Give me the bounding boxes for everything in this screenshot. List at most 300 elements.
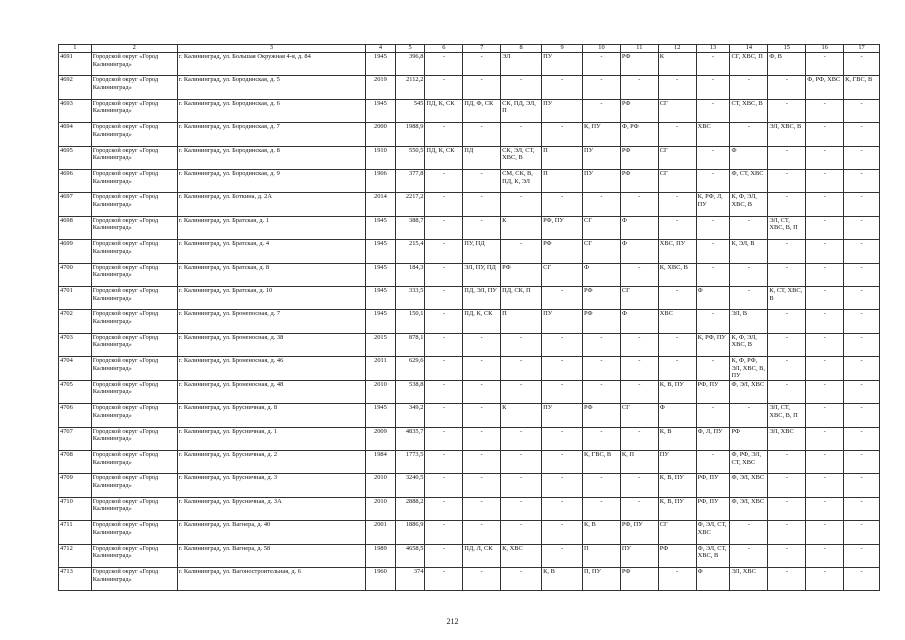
- col-17-cell: -: [844, 216, 880, 239]
- table-row: [59, 427, 880, 450]
- col-15-cell: -: [768, 76, 806, 99]
- col-14-cell: К, Ф, РФ, ЭЛ, ХВС, В, ПУ: [730, 357, 768, 381]
- col-12-cell: -: [658, 286, 696, 309]
- col-9-cell: -: [542, 357, 583, 381]
- col-16-cell: -: [806, 497, 844, 520]
- col-7-cell: -: [463, 380, 501, 403]
- col-16-cell: -: [806, 357, 844, 381]
- col-12-cell: -: [658, 193, 696, 216]
- col-8-cell: -: [501, 427, 542, 450]
- area-cell: 2217,2: [395, 193, 425, 216]
- col-10-cell: СГ: [583, 240, 621, 263]
- col-10-cell: К, В: [583, 521, 621, 544]
- column-header: 2: [91, 45, 177, 53]
- col-17-cell: -: [844, 380, 880, 403]
- table-row: [59, 216, 880, 239]
- col-9-cell: ПУ: [542, 310, 583, 333]
- col-11-cell: РФ, ПУ: [620, 521, 658, 544]
- col-9-cell: П: [542, 146, 583, 169]
- col-15-cell: -: [768, 193, 806, 216]
- col-14-cell: РФ: [730, 427, 768, 450]
- col-17-cell: -: [844, 427, 880, 450]
- col-6-cell: -: [425, 123, 463, 146]
- column-header: 4: [366, 45, 396, 53]
- address-cell: г. Калининград, ул. Бородинская, д. 7: [177, 123, 365, 146]
- col-12-cell: -: [658, 216, 696, 239]
- address-cell: г. Калининград, ул. Бородинская, д. 6: [177, 99, 365, 122]
- col-13-cell: Ф, ЭЛ, СТ, ХВС, В: [696, 544, 730, 567]
- col-13-cell: РФ, ПУ: [696, 497, 730, 520]
- col-14-cell: -: [730, 286, 768, 309]
- col-11-cell: ПУ: [620, 544, 658, 567]
- col-7-cell: -: [463, 404, 501, 427]
- col-13-cell: Ф: [696, 567, 730, 590]
- col-10-cell: -: [583, 193, 621, 216]
- col-12-cell: ХВС: [658, 310, 696, 333]
- col-12-cell: К, В, ПУ: [658, 474, 696, 497]
- build-year-cell: 2010: [366, 497, 396, 520]
- address-cell: г. Калининград, ул. Брусничная, д. 1: [177, 427, 365, 450]
- record-number-cell: 4701: [59, 286, 92, 309]
- col-15-cell: -: [768, 451, 806, 474]
- col-11-cell: Ф: [620, 216, 658, 239]
- column-header: 1: [59, 45, 92, 53]
- address-cell: г. Калининград, ул. Броненосная, д. 46: [177, 357, 365, 381]
- col-16-cell: -: [806, 451, 844, 474]
- col-10-cell: -: [583, 497, 621, 520]
- col-13-cell: РФ, ПУ: [696, 380, 730, 403]
- col-10-cell: Ф: [583, 263, 621, 286]
- col-17-cell: -: [844, 474, 880, 497]
- col-11-cell: Ф: [620, 310, 658, 333]
- col-16-cell: -: [806, 169, 844, 192]
- col-11-cell: -: [620, 427, 658, 450]
- col-9-cell: -: [542, 76, 583, 99]
- record-number-cell: 4693: [59, 99, 92, 122]
- col-6-cell: -: [425, 310, 463, 333]
- municipality-cell: Городской округ «Город Калининград»: [91, 404, 177, 427]
- col-7-cell: -: [463, 216, 501, 239]
- col-6-cell: -: [425, 404, 463, 427]
- table-row: [59, 286, 880, 309]
- col-13-cell: -: [696, 404, 730, 427]
- col-16-cell: -: [806, 263, 844, 286]
- col-8-cell: ПД, СК, П: [501, 286, 542, 309]
- col-14-cell: К, ЭЛ, В: [730, 240, 768, 263]
- column-header: 5: [395, 45, 425, 53]
- record-number-cell: 4704: [59, 357, 92, 381]
- area-cell: 1773,5: [395, 451, 425, 474]
- area-cell: 538,8: [395, 380, 425, 403]
- record-number-cell: 4700: [59, 263, 92, 286]
- col-10-cell: -: [583, 380, 621, 403]
- municipality-cell: Городской округ «Город Калининград»: [91, 521, 177, 544]
- col-10-cell: -: [583, 99, 621, 122]
- col-9-cell: РФ: [542, 240, 583, 263]
- col-12-cell: СГ: [658, 169, 696, 192]
- col-17-cell: -: [844, 497, 880, 520]
- table-row: [59, 240, 880, 263]
- col-15-cell: Ф, В: [768, 53, 806, 76]
- col-13-cell: -: [696, 240, 730, 263]
- table-row: [59, 380, 880, 403]
- col-14-cell: СГ, ХВС, П: [730, 53, 768, 76]
- col-7-cell: ПД, Л, СК: [463, 544, 501, 567]
- col-11-cell: -: [620, 357, 658, 381]
- col-9-cell: -: [542, 474, 583, 497]
- column-header: 10: [583, 45, 621, 53]
- column-header: 17: [844, 45, 880, 53]
- record-number-cell: 4710: [59, 497, 92, 520]
- col-11-cell: РФ: [620, 53, 658, 76]
- col-7-cell: -: [463, 451, 501, 474]
- col-9-cell: -: [542, 451, 583, 474]
- col-17-cell: -: [844, 310, 880, 333]
- col-12-cell: -: [658, 567, 696, 590]
- col-8-cell: -: [501, 451, 542, 474]
- col-14-cell: -: [730, 263, 768, 286]
- col-6-cell: -: [425, 193, 463, 216]
- col-10-cell: К, ГВС, В: [583, 451, 621, 474]
- col-15-cell: -: [768, 99, 806, 122]
- col-15-cell: К, СТ, ХВС, В: [768, 286, 806, 309]
- build-year-cell: 1906: [366, 169, 396, 192]
- col-14-cell: Ф, СТ, ХВС: [730, 169, 768, 192]
- col-6-cell: -: [425, 286, 463, 309]
- col-10-cell: РФ: [583, 286, 621, 309]
- address-cell: г. Калининград, ул. Братская, д. 8: [177, 263, 365, 286]
- col-14-cell: -: [730, 404, 768, 427]
- col-13-cell: -: [696, 169, 730, 192]
- col-7-cell: -: [463, 521, 501, 544]
- record-number-cell: 4691: [59, 53, 92, 76]
- table-row: [59, 404, 880, 427]
- build-year-cell: 2001: [366, 521, 396, 544]
- col-15-cell: -: [768, 357, 806, 381]
- col-15-cell: -: [768, 146, 806, 169]
- table-row: [59, 169, 880, 192]
- address-cell: г. Калининград, ул. Брусничная, д. 3А: [177, 497, 365, 520]
- col-11-cell: СГ: [620, 286, 658, 309]
- col-11-cell: Ф: [620, 240, 658, 263]
- col-11-cell: -: [620, 333, 658, 356]
- area-cell: 4658,5: [395, 544, 425, 567]
- col-10-cell: П: [583, 544, 621, 567]
- col-10-cell: -: [583, 76, 621, 99]
- col-16-cell: -: [806, 310, 844, 333]
- col-16-cell: -: [806, 99, 844, 122]
- col-9-cell: -: [542, 427, 583, 450]
- column-header: 7: [463, 45, 501, 53]
- col-15-cell: -: [768, 263, 806, 286]
- col-14-cell: ЭЛ, В: [730, 310, 768, 333]
- col-13-cell: К, РФ, ПУ: [696, 333, 730, 356]
- col-11-cell: -: [620, 76, 658, 99]
- column-header: 6: [425, 45, 463, 53]
- address-cell: г. Калининград, ул. Броненосная, д. 48: [177, 380, 365, 403]
- col-13-cell: -: [696, 216, 730, 239]
- col-16-cell: -: [806, 544, 844, 567]
- address-cell: г. Калининград, ул. Братская, д. 1: [177, 216, 365, 239]
- table-row: [59, 123, 880, 146]
- municipality-cell: Городской округ «Город Калининград»: [91, 474, 177, 497]
- col-7-cell: ПУ, ПД: [463, 240, 501, 263]
- record-number-cell: 4708: [59, 451, 92, 474]
- column-header: 8: [501, 45, 542, 53]
- col-14-cell: Ф: [730, 146, 768, 169]
- col-7-cell: -: [463, 53, 501, 76]
- col-13-cell: -: [696, 53, 730, 76]
- col-8-cell: К, ХВС: [501, 544, 542, 567]
- col-16-cell: -: [806, 240, 844, 263]
- col-9-cell: -: [542, 521, 583, 544]
- col-10-cell: К, ПУ: [583, 123, 621, 146]
- col-6-cell: -: [425, 451, 463, 474]
- municipality-cell: Городской округ «Город Калининград»: [91, 427, 177, 450]
- col-7-cell: ПД, ЭЛ, ПУ: [463, 286, 501, 309]
- build-year-cell: 1984: [366, 451, 396, 474]
- col-11-cell: -: [620, 380, 658, 403]
- col-9-cell: РФ, ПУ: [542, 216, 583, 239]
- address-cell: г. Калининград, ул. Братская, д. 4: [177, 240, 365, 263]
- col-7-cell: -: [463, 193, 501, 216]
- col-12-cell: СГ: [658, 99, 696, 122]
- col-14-cell: -: [730, 76, 768, 99]
- col-17-cell: -: [844, 521, 880, 544]
- area-cell: 878,1: [395, 333, 425, 356]
- col-10-cell: ПУ: [583, 146, 621, 169]
- column-header: 13: [696, 45, 730, 53]
- build-year-cell: 2010: [366, 474, 396, 497]
- build-year-cell: 1910: [366, 146, 396, 169]
- col-7-cell: -: [463, 333, 501, 356]
- area-cell: 150,1: [395, 310, 425, 333]
- municipality-cell: Городской округ «Город Калининград»: [91, 123, 177, 146]
- record-number-cell: 4692: [59, 76, 92, 99]
- col-12-cell: К, ХВС, В: [658, 263, 696, 286]
- col-9-cell: -: [542, 544, 583, 567]
- col-17-cell: -: [844, 357, 880, 381]
- col-9-cell: -: [542, 497, 583, 520]
- col-14-cell: Ф, ЭЛ, ХВС: [730, 380, 768, 403]
- col-7-cell: ПД, К, СК: [463, 310, 501, 333]
- build-year-cell: 1945: [366, 263, 396, 286]
- col-16-cell: -: [806, 216, 844, 239]
- table-row: [59, 53, 880, 76]
- area-cell: 215,4: [395, 240, 425, 263]
- col-12-cell: СГ: [658, 521, 696, 544]
- area-cell: 545: [395, 99, 425, 122]
- build-year-cell: 2010: [366, 380, 396, 403]
- col-12-cell: -: [658, 123, 696, 146]
- col-6-cell: -: [425, 76, 463, 99]
- col-17-cell: -: [844, 567, 880, 590]
- col-9-cell: ПУ: [542, 99, 583, 122]
- col-13-cell: ХВС: [696, 123, 730, 146]
- col-9-cell: -: [542, 193, 583, 216]
- col-17-cell: -: [844, 240, 880, 263]
- area-cell: 377,8: [395, 169, 425, 192]
- col-8-cell: -: [501, 567, 542, 590]
- col-8-cell: -: [501, 123, 542, 146]
- col-17-cell: -: [844, 404, 880, 427]
- municipality-cell: Городской округ «Город Калининград»: [91, 567, 177, 590]
- col-7-cell: -: [463, 474, 501, 497]
- col-6-cell: -: [425, 53, 463, 76]
- build-year-cell: 1960: [366, 567, 396, 590]
- col-16-cell: -: [806, 333, 844, 356]
- col-14-cell: Ф, ЭЛ, ХВС: [730, 497, 768, 520]
- col-9-cell: -: [542, 333, 583, 356]
- col-10-cell: -: [583, 357, 621, 381]
- col-14-cell: Ф, РФ, ЭЛ, СТ, ХВС: [730, 451, 768, 474]
- column-header: 9: [542, 45, 583, 53]
- col-11-cell: РФ: [620, 146, 658, 169]
- col-12-cell: РФ: [658, 544, 696, 567]
- col-13-cell: -: [696, 146, 730, 169]
- column-header: 16: [806, 45, 844, 53]
- address-cell: г. Калининград, ул. Брусничная, д. 2: [177, 451, 365, 474]
- col-15-cell: ЭЛ, СТ, ХВС, В, П: [768, 216, 806, 239]
- table-row: [59, 76, 880, 99]
- col-16-cell: -: [806, 53, 844, 76]
- record-number-cell: 4695: [59, 146, 92, 169]
- col-12-cell: К, В: [658, 427, 696, 450]
- col-8-cell: -: [501, 521, 542, 544]
- col-7-cell: -: [463, 567, 501, 590]
- col-15-cell: -: [768, 521, 806, 544]
- col-10-cell: -: [583, 474, 621, 497]
- record-number-cell: 4699: [59, 240, 92, 263]
- col-8-cell: -: [501, 193, 542, 216]
- municipality-cell: Городской округ «Город Калининград»: [91, 193, 177, 216]
- col-17-cell: -: [844, 263, 880, 286]
- col-13-cell: -: [696, 99, 730, 122]
- col-11-cell: -: [620, 193, 658, 216]
- area-cell: 374: [395, 567, 425, 590]
- col-14-cell: СТ, ХВС, В: [730, 99, 768, 122]
- col-16-cell: -: [806, 146, 844, 169]
- col-12-cell: К, В, ПУ: [658, 497, 696, 520]
- col-6-cell: -: [425, 240, 463, 263]
- build-year-cell: 2011: [366, 357, 396, 381]
- table-row: [59, 310, 880, 333]
- col-8-cell: К: [501, 216, 542, 239]
- col-8-cell: -: [501, 357, 542, 381]
- col-11-cell: РФ: [620, 169, 658, 192]
- municipality-cell: Городской округ «Город Калининград»: [91, 357, 177, 381]
- col-15-cell: ЭЛ, СТ, ХВС, В, П: [768, 404, 806, 427]
- col-16-cell: Ф, РФ, ХВС: [806, 76, 844, 99]
- col-7-cell: ПД, Ф, СК: [463, 99, 501, 122]
- col-17-cell: -: [844, 146, 880, 169]
- page-number: 212: [446, 617, 459, 626]
- col-15-cell: -: [768, 544, 806, 567]
- municipality-cell: Городской округ «Город Калининград»: [91, 240, 177, 263]
- table-row: [59, 193, 880, 216]
- table-row: [59, 451, 880, 474]
- col-14-cell: -: [730, 544, 768, 567]
- col-8-cell: -: [501, 76, 542, 99]
- col-7-cell: -: [463, 497, 501, 520]
- area-cell: 184,3: [395, 263, 425, 286]
- column-header: 11: [620, 45, 658, 53]
- municipality-cell: Городской округ «Город Калининград»: [91, 76, 177, 99]
- col-17-cell: К, ГВС, В: [844, 76, 880, 99]
- col-17-cell: -: [844, 123, 880, 146]
- area-cell: 2888,2: [395, 497, 425, 520]
- build-year-cell: 2015: [366, 333, 396, 356]
- col-8-cell: -: [501, 240, 542, 263]
- build-year-cell: 2014: [366, 193, 396, 216]
- record-number-cell: 4707: [59, 427, 92, 450]
- col-6-cell: -: [425, 216, 463, 239]
- address-cell: г. Калининград, ул. Братская, д. 10: [177, 286, 365, 309]
- table-row: [59, 357, 880, 381]
- col-10-cell: -: [583, 427, 621, 450]
- col-6-cell: -: [425, 474, 463, 497]
- col-12-cell: ХВС, ПУ: [658, 240, 696, 263]
- col-12-cell: Ф: [658, 404, 696, 427]
- col-6-cell: -: [425, 544, 463, 567]
- area-cell: 4835,7: [395, 427, 425, 450]
- municipality-cell: Городской округ «Город Калининград»: [91, 53, 177, 76]
- col-11-cell: РФ: [620, 99, 658, 122]
- col-17-cell: -: [844, 286, 880, 309]
- column-header: 15: [768, 45, 806, 53]
- col-13-cell: -: [696, 451, 730, 474]
- record-number-cell: 4713: [59, 567, 92, 590]
- col-8-cell: СК, ПД, ЭЛ, П: [501, 99, 542, 122]
- col-14-cell: -: [730, 123, 768, 146]
- col-7-cell: -: [463, 427, 501, 450]
- record-number-cell: 4703: [59, 333, 92, 356]
- area-cell: 3240,5: [395, 474, 425, 497]
- col-6-cell: -: [425, 357, 463, 381]
- col-12-cell: К: [658, 53, 696, 76]
- col-8-cell: СК, ЭЛ, СТ, ХВС, В: [501, 146, 542, 169]
- record-number-cell: 4697: [59, 193, 92, 216]
- col-8-cell: -: [501, 380, 542, 403]
- col-7-cell: ПД: [463, 146, 501, 169]
- record-number-cell: 4712: [59, 544, 92, 567]
- col-9-cell: П: [542, 169, 583, 192]
- col-16-cell: -: [806, 123, 844, 146]
- build-year-cell: 1945: [366, 53, 396, 76]
- col-10-cell: П, ПУ: [583, 567, 621, 590]
- col-13-cell: -: [696, 357, 730, 381]
- record-number-cell: 4702: [59, 310, 92, 333]
- build-year-cell: 1945: [366, 240, 396, 263]
- col-9-cell: СГ: [542, 263, 583, 286]
- address-cell: г. Калининград, ул. Брусничная, д. 8: [177, 404, 365, 427]
- col-6-cell: -: [425, 427, 463, 450]
- record-number-cell: 4711: [59, 521, 92, 544]
- table-row: [59, 263, 880, 286]
- col-7-cell: -: [463, 357, 501, 381]
- col-15-cell: ЭЛ, ХВС, В: [768, 123, 806, 146]
- col-10-cell: РФ: [583, 310, 621, 333]
- col-17-cell: -: [844, 333, 880, 356]
- col-13-cell: Ф, ЭЛ, СТ, ХВС: [696, 521, 730, 544]
- record-number-cell: 4706: [59, 404, 92, 427]
- col-16-cell: -: [806, 404, 844, 427]
- col-15-cell: -: [768, 333, 806, 356]
- col-11-cell: -: [620, 263, 658, 286]
- col-11-cell: Ф, РФ: [620, 123, 658, 146]
- col-17-cell: -: [844, 544, 880, 567]
- address-cell: г. Калининград, ул. Бородинская, д. 9: [177, 169, 365, 192]
